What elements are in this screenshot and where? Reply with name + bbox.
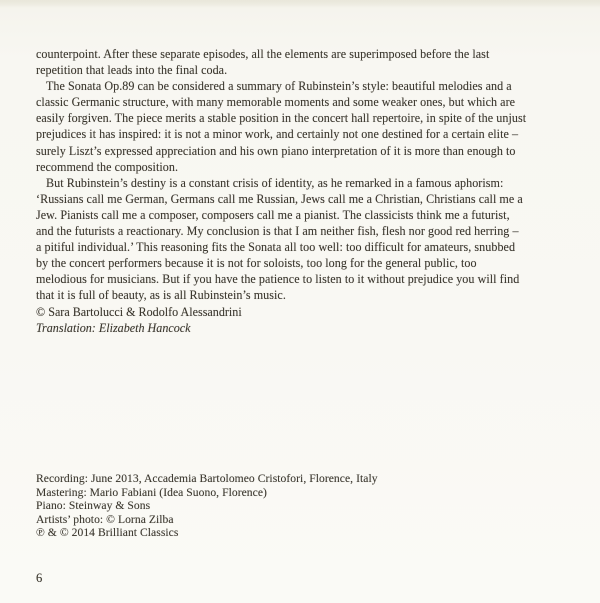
text-line: prejudices it has inspired: it is not a minor work, and certainly not one destined for a certain elite – (36, 127, 519, 142)
scan-edge-top (0, 0, 600, 7)
text-line: melodious for musicians. But if you have the patience to listen to it without prejudice you will find (36, 272, 520, 287)
text-line: counterpoint. After these separate episodes, all the elements are superimposed before the last (36, 47, 490, 61)
text-line: But Rubinstein’s destiny is a constant crisis of identity, as he remarked in a famous aphorism: (46, 175, 504, 190)
text-line: recommend the composition. (36, 159, 179, 174)
text-line: surely Liszt’s expressed appreciation and his own piano interpretation of it is more than enough to (36, 143, 516, 158)
text-line: by the concert performers because it is not for soloists, too long for the general public, too (36, 256, 477, 271)
article-text (36, 46, 596, 304)
text-line: ℗ & © 2014 Brilliant Classics (36, 526, 179, 540)
text-line: and the futurists a reactionary. My conclusion is that I am neither fish, flesh nor good red herring – (36, 224, 519, 239)
translation-credit: Translation: Elizabeth Hancock (36, 320, 191, 335)
text-line: repetition that leads into the final coda. (36, 63, 228, 78)
text-line: Recording: June 2013, Accademia Bartolomeo Cristofori, Florence, Italy (36, 472, 378, 485)
page-number: 6 (36, 571, 43, 585)
text-line: Jew. Pianists call me a composer, composers call me a pianist. The classicists think me a futurist, (36, 207, 510, 222)
text-line: a pitiful individual.’ This reasoning fits the Sonata all too well: too difficult for amateurs, snubbed (36, 240, 516, 255)
liner-notes (36, 46, 596, 336)
text-line: that it is full of beauty, as is all Rubinstein’s music. (36, 288, 286, 303)
text-line: The Sonata Op.89 can be considered a summary of Rubinstein’s style: beautiful melodies and a (46, 79, 512, 94)
text-line: Artists’ photo: © Lorna Zilba (36, 512, 174, 526)
text-line: classic Germanic structure, with many memorable moments and some weaker ones, but which are (36, 95, 516, 110)
author-credit: © Sara Bartolucci & Rodolfo Alessandrini (36, 304, 242, 319)
text-line: ‘Russians call me German, Germans call me Russian, Jews call me a Christian, Christians call me a (36, 191, 523, 206)
text-line: Piano: Steinway & Sons (36, 499, 151, 513)
text-line: easily forgiven. The piece merits a stable position in the concert hall repertoire, in spite of the unjust (36, 111, 527, 126)
production-credits (36, 472, 378, 540)
text-line: Mastering: Mario Fabiani (Idea Suono, Florence) (36, 485, 267, 499)
